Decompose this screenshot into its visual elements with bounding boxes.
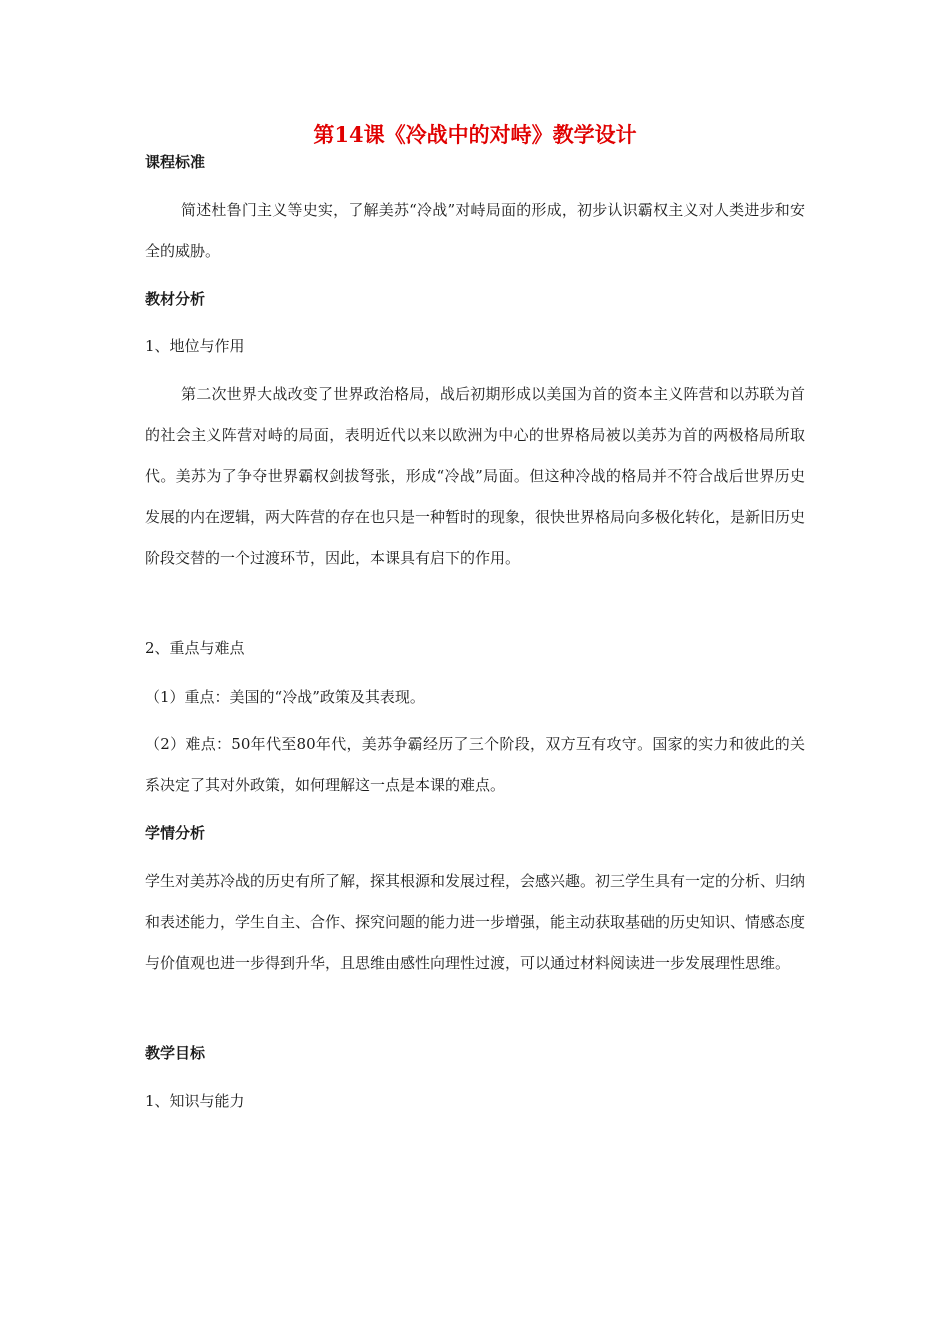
- heading-course-standard: 课程标准: [145, 153, 206, 171]
- paragraph-key-point: （1）重点：美国的“冷战”政策及其表现。: [145, 688, 425, 706]
- subheading-knowledge-ability: 1、知识与能力: [145, 1092, 245, 1110]
- document-title: 第14课《冷战中的对峙》教学设计: [313, 122, 637, 147]
- heading-learner-analysis: 学情分析: [145, 824, 206, 842]
- subheading-key-difficult: 2、重点与难点: [145, 639, 245, 657]
- heading-teaching-objectives: 教学目标: [145, 1044, 206, 1062]
- paragraph-learner-analysis: 学生对美苏冷战的历史有所了解，探其根源和发展过程，会感兴趣。初三学生具有一定的分析、归纳和表述能力，学生自主、合作、探究问题的能力进一步增强，能主动获取基础的历史知识、情感态度与价值观也进一步得到升华，且思维由感性向理性过渡，可以通过材料阅读进一步发展理性思维。: [145, 872, 806, 972]
- paragraph-course-standard: 简述杜鲁门主义等史实，了解美苏“冷战”对峙局面的形成，初步认识霸权主义对人类进步和安全的威胁。: [145, 201, 805, 260]
- subheading-position-role: 1、地位与作用: [145, 337, 245, 355]
- paragraph-position-role: 第二次世界大战改变了世界政治格局，战后初期形成以美国为首的资本主义阵营和以苏联为首的社会主义阵营对峙的局面，表明近代以来以欧洲为中心的世界格局被以美苏为首的两极格局所取代。美苏为了争夺世界霸权剑拔弩张，形成“冷战”局面。但这种冷战的格局并不符合战后世界历史发展的内在逻辑，两大阵营的存在也只是一种暂时的现象，很快世界格局向多极化转化，是新旧历史阶段交替的一个过渡环节，因此，本课具有启下的作用。: [145, 385, 806, 567]
- heading-textbook-analysis: 教材分析: [145, 290, 206, 308]
- paragraph-difficult-point: （2）难点：50年代至80年代，美苏争霸经历了三个阶段，双方互有攻守。国家的实力和彼此的关系决定了其对外政策，如何理解这一点是本课的难点。: [145, 735, 805, 794]
